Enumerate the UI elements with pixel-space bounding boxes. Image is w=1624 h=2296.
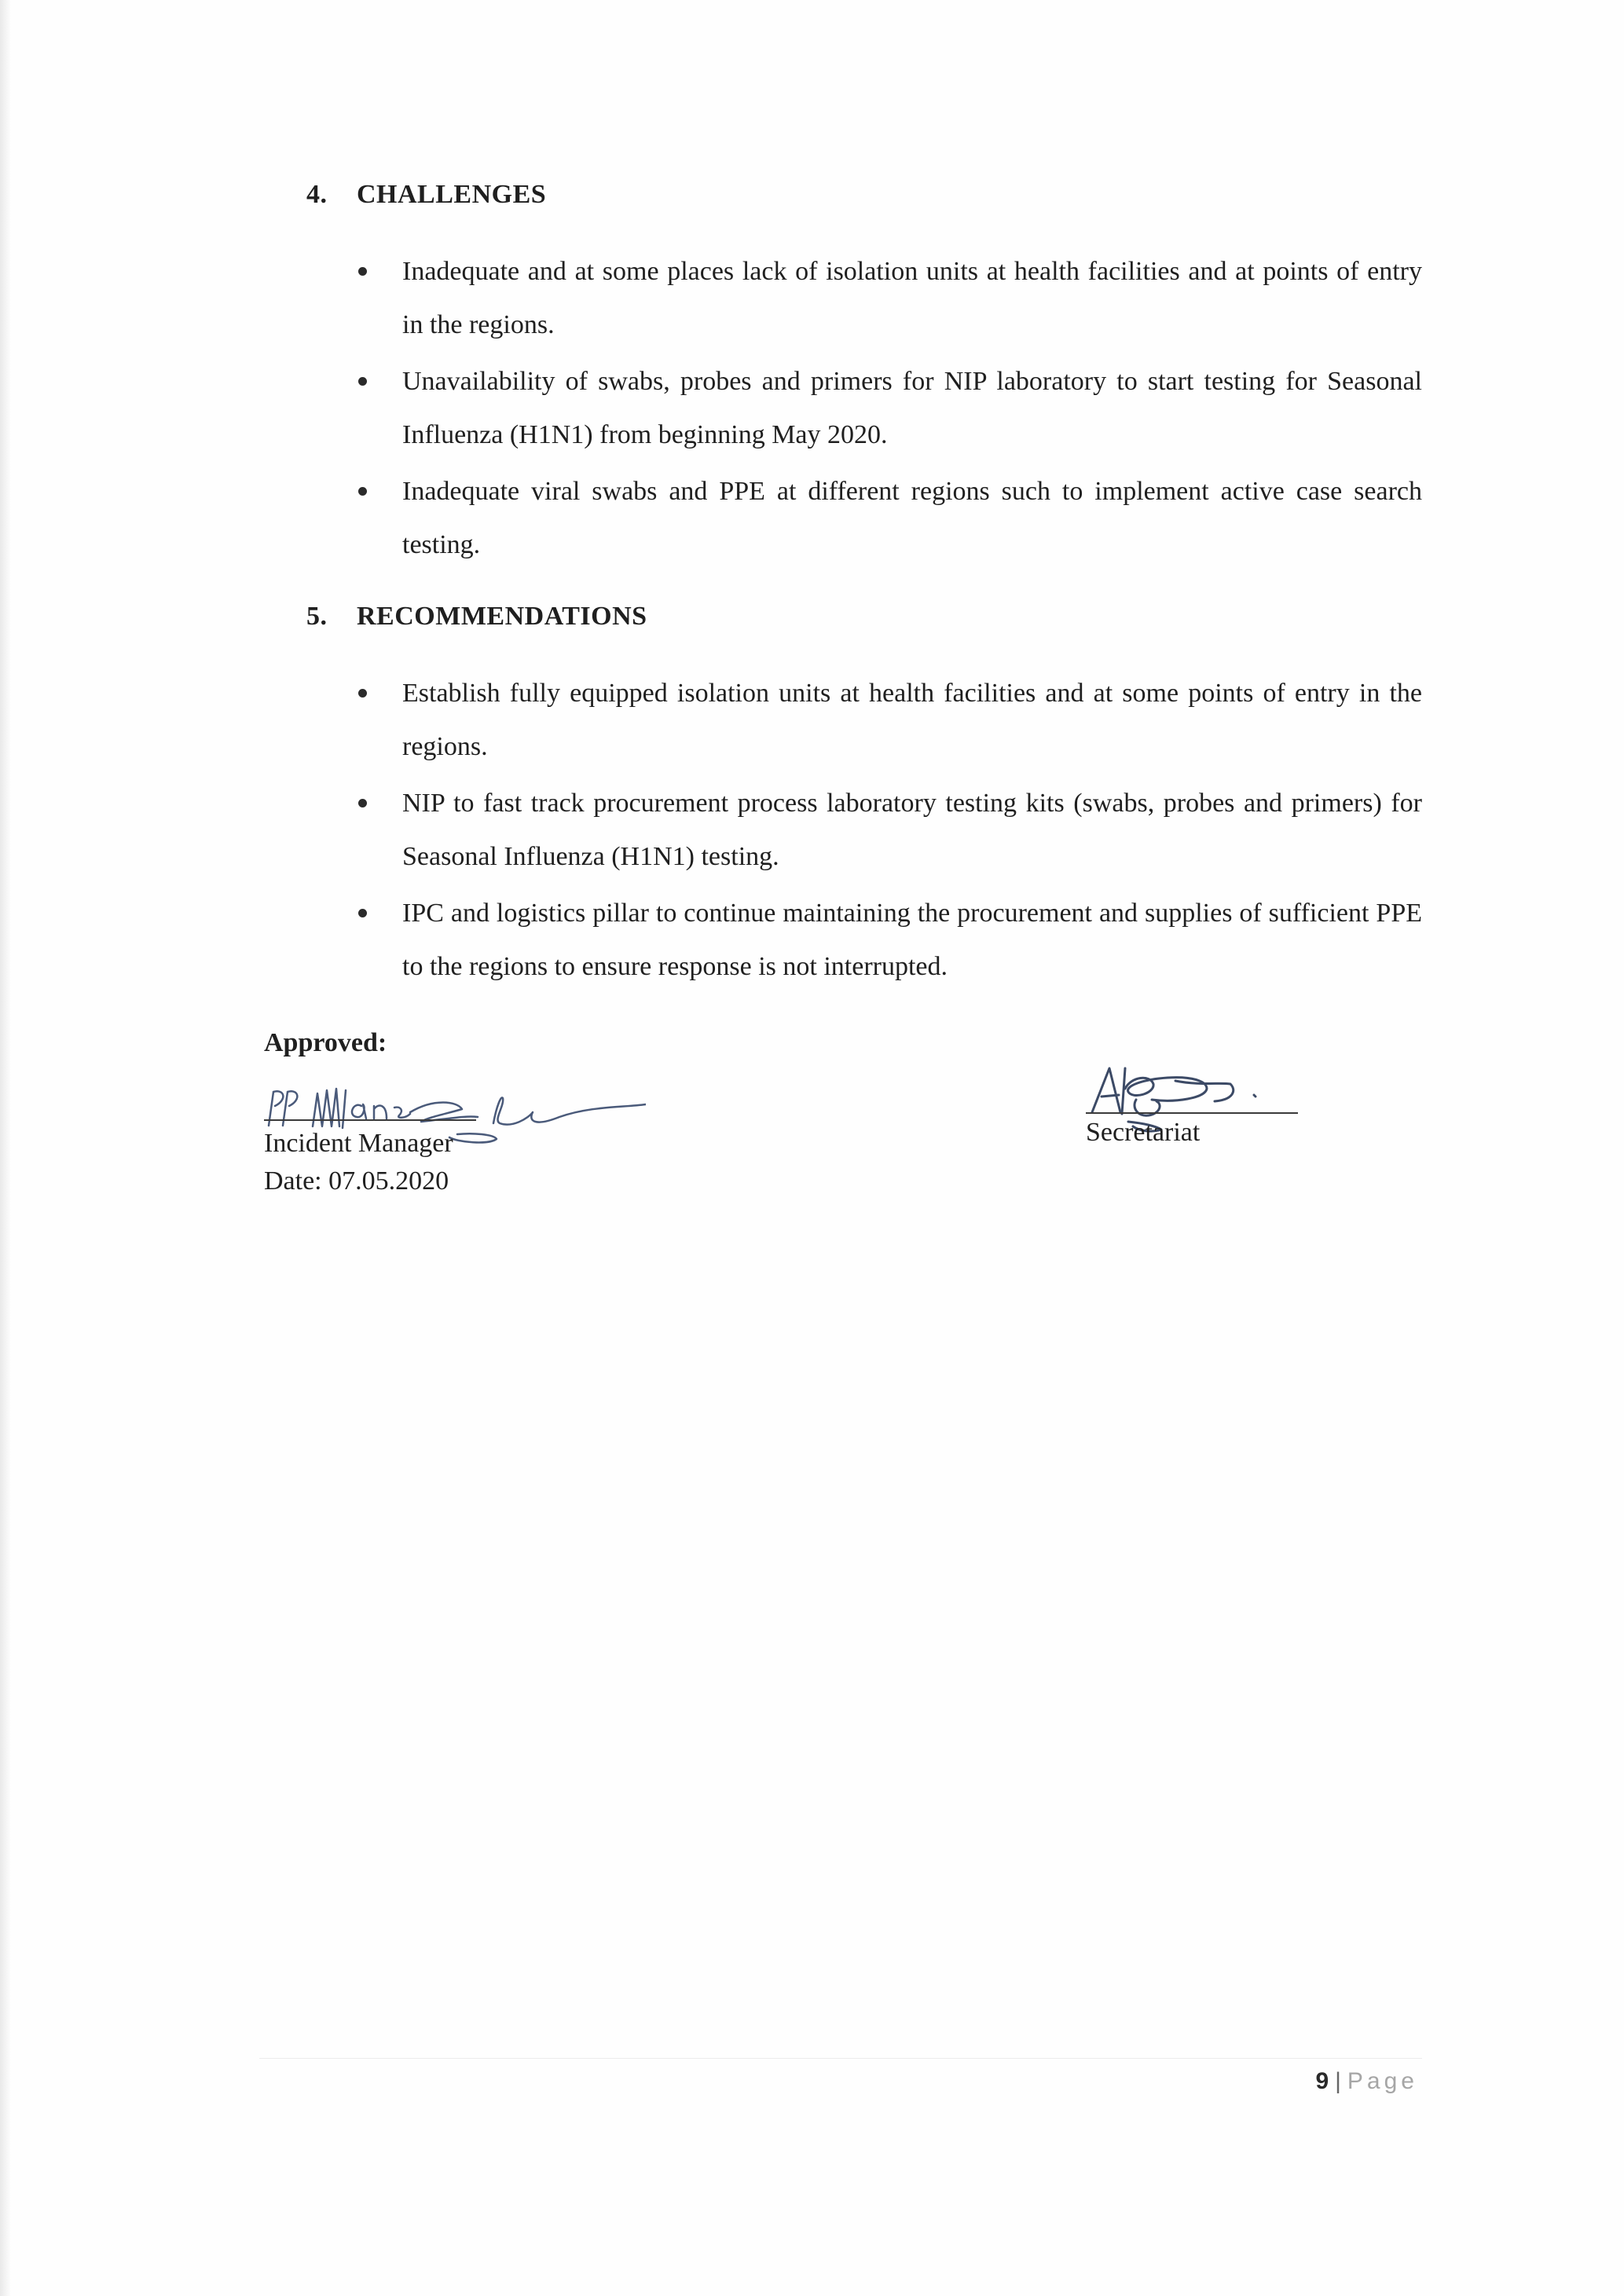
approved-label: Approved: [264,1028,387,1057]
challenges-list [306,245,1422,572]
list-item-text: Establish fully equipped isolation units at health facilities and at some points of entry in the regions. [402,679,1422,761]
bullet-icon [358,377,367,386]
list-item [306,667,1422,774]
page-separator: | [1335,2068,1341,2094]
bullet-icon [358,487,367,496]
page-word: Page [1347,2068,1418,2094]
signature-line [1086,1112,1298,1114]
list-item [306,887,1422,994]
list-item-text: Inadequate viral swabs and PPE at different regions such to implement active case search testing. [402,477,1422,559]
signature-line [264,1119,476,1121]
list-item-text: Unavailability of swabs, probes and primers for NIP laboratory to start testing for Seasonal Influenza (H1N1) from beginning May 2020. [402,367,1422,449]
list-item [306,777,1422,884]
approver-role: Incident Manager [264,1129,453,1158]
scan-edge-shadow [0,0,11,2296]
list-item [306,465,1422,572]
section-heading [306,179,1422,211]
bullet-icon [358,689,367,698]
bullet-icon [358,909,367,917]
secretariat-label: Secretariat [1086,1118,1201,1147]
section-challenges [306,179,1422,575]
approval-block [264,1027,704,1216]
section-number: 5. [306,602,328,631]
bullet-icon [358,799,367,807]
section-title: CHALLENGES [357,180,547,209]
secretariat-block [1081,1045,1317,1163]
approval-date: Date: 07.05.2020 [264,1166,449,1196]
list-item-text: Inadequate and at some places lack of isolation units at health facilities and at points of entry in the regions. [402,257,1422,339]
list-item-text: IPC and logistics pillar to continue maintaining the procurement and supplies of sufficient PPE to the regions to ensure response is not interrupted. [402,899,1422,981]
section-title: RECOMMENDATIONS [357,602,647,631]
section-number: 4. [306,180,328,209]
bullet-icon [358,267,367,276]
recommendations-list [306,667,1422,994]
list-item [306,245,1422,352]
list-item [306,355,1422,462]
footer-divider [259,2058,1422,2059]
list-item-text: NIP to fast track procurement process laboratory testing kits (swabs, probes and primers) for Seasonal Influenza (H1N1) testing. [402,789,1422,871]
section-recommendations [306,601,1422,997]
page-footer [1315,2067,1418,2096]
page-number: 9 [1315,2068,1329,2094]
section-heading [306,601,1422,632]
